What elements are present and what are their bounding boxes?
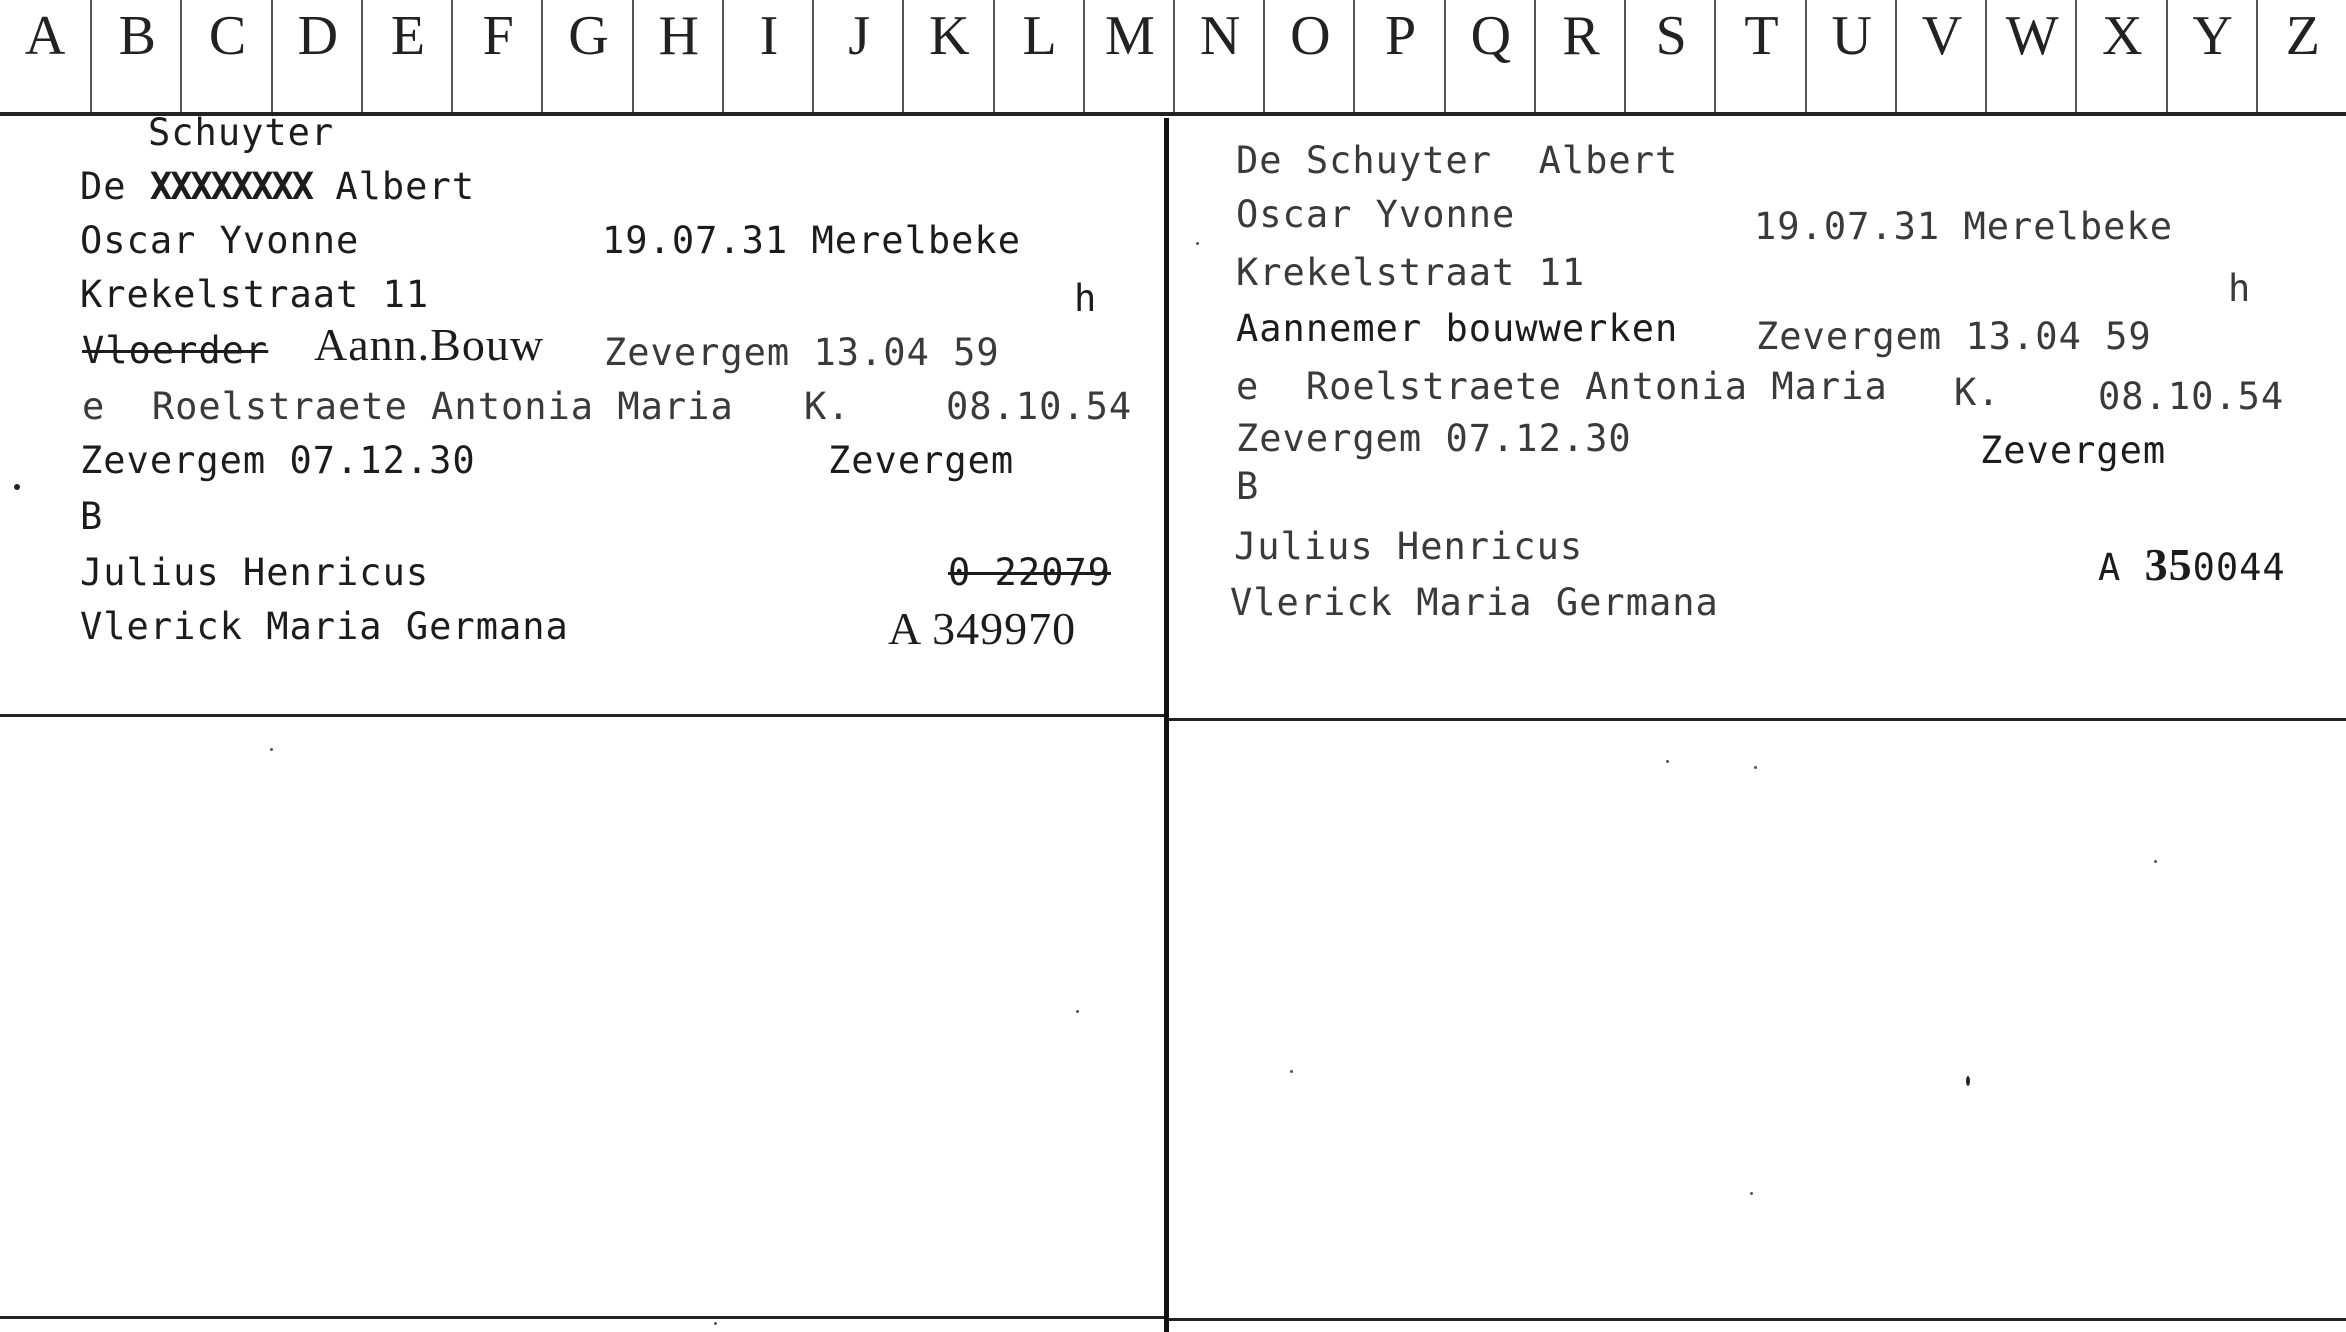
street-address: Krekelstraat 11 [1236,251,1586,294]
settlement-place: Zevergem [1980,429,2167,472]
mother-name: Vlerick Maria Germana [80,605,569,648]
address-mark: h [1074,277,1098,320]
birth-date-place: 19.07.31 Merelbeke [602,219,1021,262]
settlement-place: Zevergem [828,439,1015,482]
alphabet-letter-z: Z [2256,0,2346,114]
scan-speck [2154,860,2157,863]
birth-date-place: 19.07.31 Merelbeke [1754,205,2173,248]
name-prefix: De [80,165,127,208]
alphabet-letter-s: S [1624,0,1716,114]
alphabet-letter-g: G [541,0,633,114]
spouse-name: e Roelstraete Antonia Maria [1236,365,1888,408]
alphabet-letter-v: V [1895,0,1987,114]
card-number [2098,539,2286,590]
scan-speck [1196,242,1199,245]
alphabet-index-strip [0,0,2346,112]
alphabet-letter-q: Q [1444,0,1536,114]
scan-speck [14,484,20,490]
name-line: De Schuyter Albert [1236,139,1679,182]
alphabet-letter-y: Y [2166,0,2258,114]
scan-speck [1290,1070,1293,1073]
header-divider [0,112,2346,116]
card-number-prefix: A [2098,546,2122,589]
struck-surname: XXXXXXXX [149,165,313,208]
profession-place-date: Zevergem 13.04 59 [1756,315,2152,358]
alphabet-letter-b: B [90,0,182,114]
alphabet-letter-o: O [1263,0,1355,114]
alphabet-letter-l: L [993,0,1085,114]
scan-speck [1966,1076,1970,1086]
alphabet-letter-d: D [271,0,363,114]
scan-speck [714,1322,717,1325]
left-lower-card-bottom-rule [0,1316,1164,1319]
father-name: Julius Henricus [80,551,430,594]
alphabet-letter-x: X [2075,0,2167,114]
alphabet-letter-t: T [1714,0,1806,114]
profession: Aannemer bouwwerken [1236,307,1679,350]
spouse-name: e Roelstraete Antonia Maria [82,385,734,428]
address-mark: h [2228,267,2252,310]
father-name: Julius Henricus [1234,525,1584,568]
settlement-place-date: Zevergem 07.12.30 [1236,417,1632,460]
given-name: Albert [335,165,475,208]
marriage-date: 08.10.54 [946,385,1133,428]
alphabet-letter-r: R [1534,0,1626,114]
alphabet-letter-k: K [902,0,994,114]
category-code: B [80,495,104,538]
alphabet-letter-f: F [451,0,543,114]
alphabet-letter-a: A [24,5,66,67]
struck-number: 0 22079 [948,551,1111,594]
alphabet-letter-p: P [1353,0,1445,114]
alphabet-letter-e: E [361,0,453,114]
alphabet-letter-n: N [1173,0,1265,114]
surname-correction: Schuyter [148,111,335,154]
card-divider-vertical [1164,118,1169,1332]
scan-speck [1076,1010,1079,1013]
mother-name: Vlerick Maria Germana [1230,581,1719,624]
settlement-place-date: Zevergem 07.12.30 [80,439,476,482]
alphabet-letter-m: M [1083,0,1175,114]
alphabet-letter-i: I [722,0,814,114]
other-names: Oscar Yvonne [1236,193,1516,236]
other-names: Oscar Yvonne [80,219,360,262]
scan-speck [1666,760,1669,763]
card-number-bold: 35 [2144,539,2193,590]
alphabet-letter-j: J [812,0,904,114]
name-line [80,165,475,208]
scan-speck [1750,1192,1753,1195]
marriage-date: 08.10.54 [2098,375,2285,418]
category-code: B [1236,465,1260,508]
alphabet-letter-w: W [1985,0,2077,114]
card-number: A 349970 [888,603,1077,654]
scan-speck [270,748,273,751]
scan-speck [1754,766,1757,769]
spouse-mark: K. [804,385,851,428]
card-number-rest: 0044 [2192,546,2286,589]
right-lower-card-bottom-rule [1169,1318,2346,1321]
alphabet-letter-c: C [180,0,272,114]
struck-profession: Vloerder [82,329,269,372]
left-card-bottom-rule [0,714,1164,717]
spouse-mark: K. [1954,371,2001,414]
alphabet-letter-h: H [632,0,724,114]
street-address: Krekelstraat 11 [80,273,430,316]
profession: Aann.Bouw [314,319,545,370]
alphabet-letter-u: U [1805,0,1897,114]
profession-place-date: Zevergem 13.04 59 [604,331,1000,374]
right-card-bottom-rule [1169,718,2346,721]
